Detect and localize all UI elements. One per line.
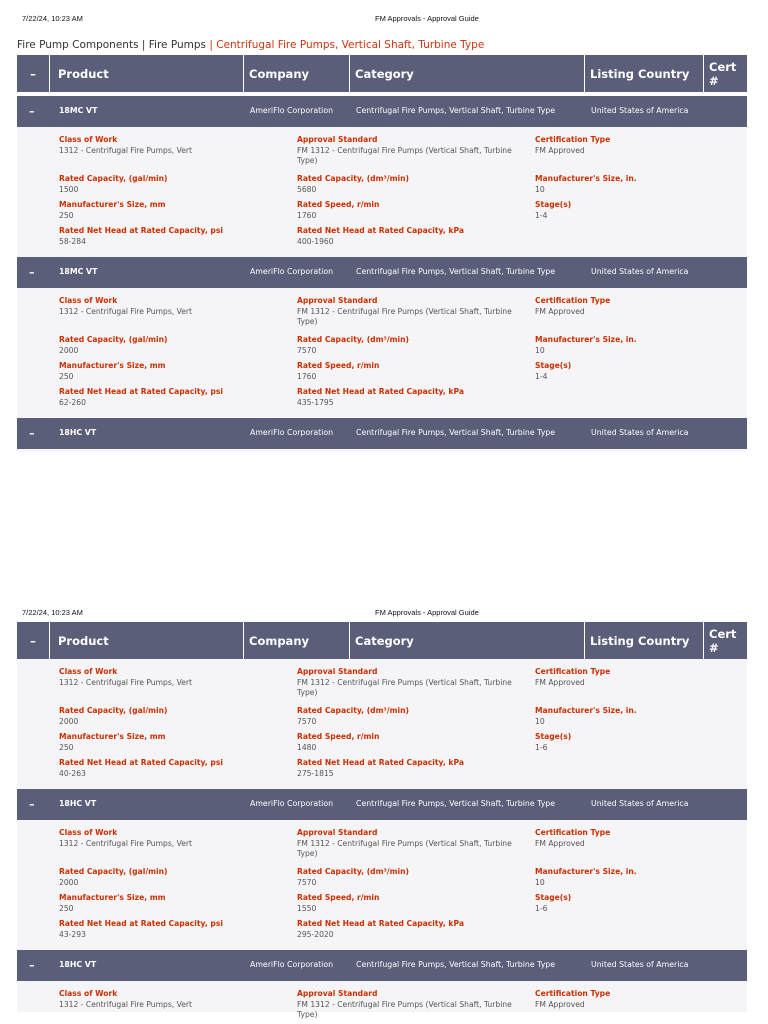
field-rated-capacity-dm3: Rated Capacity, (dm³/min) 7570 <box>297 706 410 726</box>
field-rated-capacity-gal: Rated Capacity, (gal/min) 2000 <box>59 867 168 887</box>
field-mfr-size-mm: Manufacturer's Size, mm 250 <box>59 361 166 381</box>
row-detail <box>17 127 747 257</box>
print-date: 7/22/24, 10:23 AM <box>22 14 83 23</box>
row-category: Centrifugal Fire Pumps, Vertical Shaft, Turbine Type <box>356 428 556 437</box>
print-date: 7/22/24, 10:23 AM <box>22 608 83 617</box>
results-table <box>17 55 747 452</box>
field-class-of-work: Class of Work 1312 - Centrifugal Fire Pumps, Vert <box>59 989 192 1009</box>
field-rated-speed: Rated Speed, r/min 1480 <box>297 732 380 752</box>
field-approval-standard: Approval Standard FM 1312 - Centrifugal Fire Pumps (Vertical Shaft, Turbine Type) <box>297 296 512 326</box>
field-approval-standard: Approval Standard FM 1312 - Centrifugal Fire Pumps (Vertical Shaft, Turbine Type) <box>297 667 512 697</box>
field-mfr-size-mm: Manufacturer's Size, mm 250 <box>59 893 166 913</box>
field-certification-type: Certification Type FM Approved <box>535 135 611 155</box>
field-head-psi: Rated Net Head at Rated Capacity, psi 58-284 <box>59 226 223 246</box>
row-collapse-toggle[interactable]: – <box>29 427 35 440</box>
field-mfr-size-in: Manufacturer's Size, in. 10 <box>535 174 637 194</box>
table-row[interactable] <box>17 950 747 981</box>
row-product: 18HC VT <box>59 799 97 808</box>
table-row[interactable] <box>17 789 747 820</box>
field-mfr-size-mm: Manufacturer's Size, mm 250 <box>59 732 166 752</box>
breadcrumb-current: Centrifugal Fire Pumps, Vertical Shaft, Turbine Type <box>216 39 485 51</box>
field-rated-speed: Rated Speed, r/min 1760 <box>297 200 380 220</box>
results-table <box>17 622 747 1019</box>
field-mfr-size-in: Manufacturer's Size, in. 10 <box>535 867 637 887</box>
column-company[interactable]: Company <box>244 55 350 92</box>
column-listing-country[interactable]: Listing Country <box>585 55 704 92</box>
column-product[interactable]: Product <box>50 622 244 659</box>
field-head-psi: Rated Net Head at Rated Capacity, psi 62-260 <box>59 387 223 407</box>
row-product: 18HC VT <box>59 960 97 969</box>
row-collapse-toggle[interactable]: – <box>29 266 35 279</box>
row-country: United States of America <box>591 106 689 115</box>
print-title: FM Approvals - Approval Guide <box>375 14 479 23</box>
column-cert[interactable]: Cert # <box>709 59 737 88</box>
breadcrumb: Fire Pump Components | Fire Pumps | Centrifugal Fire Pumps, Vertical Shaft, Turbine Type <box>17 39 485 51</box>
field-stages: Stage(s) 1-6 <box>535 893 572 913</box>
field-mfr-size-in: Manufacturer's Size, in. 10 <box>535 335 637 355</box>
field-approval-standard: Approval Standard FM 1312 - Centrifugal Fire Pumps (Vertical Shaft, Turbine Type) <box>297 135 512 165</box>
row-company: AmeriFlo Corporation <box>250 428 334 437</box>
collapse-all-toggle[interactable]: – <box>17 55 50 92</box>
field-head-kpa: Rated Net Head at Rated Capacity, kPa 400-1960 <box>297 226 464 246</box>
column-category[interactable]: Category <box>350 622 585 659</box>
breadcrumb-fire-pumps[interactable]: Fire Pumps <box>148 39 207 51</box>
column-product[interactable]: Product <box>50 55 244 92</box>
field-class-of-work: Class of Work 1312 - Centrifugal Fire Pumps, Vert <box>59 296 192 316</box>
field-class-of-work: Class of Work 1312 - Centrifugal Fire Pumps, Vert <box>59 667 192 687</box>
field-class-of-work: Class of Work 1312 - Centrifugal Fire Pumps, Vert <box>59 135 192 155</box>
row-collapse-toggle[interactable]: – <box>29 959 35 972</box>
field-certification-type: Certification Type FM Approved <box>535 989 611 1009</box>
field-head-psi: Rated Net Head at Rated Capacity, psi 43-293 <box>59 919 223 939</box>
row-category: Centrifugal Fire Pumps, Vertical Shaft, Turbine Type <box>356 267 556 276</box>
row-category: Centrifugal Fire Pumps, Vertical Shaft, Turbine Type <box>356 960 556 969</box>
row-category: Centrifugal Fire Pumps, Vertical Shaft, Turbine Type <box>356 106 556 115</box>
field-approval-standard: Approval Standard FM 1312 - Centrifugal Fire Pumps (Vertical Shaft, Turbine Type) <box>297 989 512 1019</box>
field-rated-capacity-dm3: Rated Capacity, (dm³/min) 5680 <box>297 174 410 194</box>
row-company: AmeriFlo Corporation <box>250 267 334 276</box>
print-title: FM Approvals - Approval Guide <box>375 608 479 617</box>
field-rated-capacity-gal: Rated Capacity, (gal/min) 2000 <box>59 706 168 726</box>
column-company[interactable]: Company <box>244 622 350 659</box>
column-cert[interactable]: Cert # <box>709 626 737 655</box>
column-listing-country[interactable]: Listing Country <box>585 622 704 659</box>
row-country: United States of America <box>591 428 689 437</box>
row-product: 18HC VT <box>59 428 97 437</box>
row-collapse-toggle[interactable]: – <box>29 798 35 811</box>
table-row[interactable] <box>17 257 747 288</box>
row-category: Centrifugal Fire Pumps, Vertical Shaft, Turbine Type <box>356 799 556 808</box>
table-header <box>17 622 747 659</box>
column-category[interactable]: Category <box>350 55 585 92</box>
row-company: AmeriFlo Corporation <box>250 799 334 808</box>
field-head-kpa: Rated Net Head at Rated Capacity, kPa 275-1815 <box>297 758 464 778</box>
table-row[interactable] <box>17 418 747 449</box>
field-mfr-size-mm: Manufacturer's Size, mm 250 <box>59 200 166 220</box>
row-product: 18MC VT <box>59 106 98 115</box>
row-company: AmeriFlo Corporation <box>250 960 334 969</box>
field-rated-speed: Rated Speed, r/min 1760 <box>297 361 380 381</box>
field-rated-capacity-gal: Rated Capacity, (gal/min) 1500 <box>59 174 168 194</box>
row-collapse-toggle[interactable]: – <box>29 105 35 118</box>
field-stages: Stage(s) 1-4 <box>535 361 572 381</box>
field-head-psi: Rated Net Head at Rated Capacity, psi 40-263 <box>59 758 223 778</box>
field-rated-capacity-gal: Rated Capacity, (gal/min) 2000 <box>59 335 168 355</box>
breadcrumb-fire-pump-components[interactable]: Fire Pump Components <box>17 39 139 51</box>
field-certification-type: Certification Type FM Approved <box>535 828 611 848</box>
collapse-all-toggle[interactable]: – <box>17 622 50 659</box>
field-mfr-size-in: Manufacturer's Size, in. 10 <box>535 706 637 726</box>
row-country: United States of America <box>591 960 689 969</box>
field-class-of-work: Class of Work 1312 - Centrifugal Fire Pumps, Vert <box>59 828 192 848</box>
field-head-kpa: Rated Net Head at Rated Capacity, kPa 295-2020 <box>297 919 464 939</box>
field-stages: Stage(s) 1-6 <box>535 732 572 752</box>
field-rated-capacity-dm3: Rated Capacity, (dm³/min) 7570 <box>297 867 410 887</box>
row-country: United States of America <box>591 267 689 276</box>
field-rated-capacity-dm3: Rated Capacity, (dm³/min) 7570 <box>297 335 410 355</box>
table-row[interactable] <box>17 96 747 127</box>
field-stages: Stage(s) 1-4 <box>535 200 572 220</box>
row-company: AmeriFlo Corporation <box>250 106 334 115</box>
field-head-kpa: Rated Net Head at Rated Capacity, kPa 435-1795 <box>297 387 464 407</box>
row-detail <box>17 659 747 789</box>
field-approval-standard: Approval Standard FM 1312 - Centrifugal Fire Pumps (Vertical Shaft, Turbine Type) <box>297 828 512 858</box>
row-product: 18MC VT <box>59 267 98 276</box>
field-certification-type: Certification Type FM Approved <box>535 296 611 316</box>
field-certification-type: Certification Type FM Approved <box>535 667 611 687</box>
row-detail <box>17 820 747 950</box>
row-detail <box>17 981 747 1019</box>
table-header <box>17 55 747 92</box>
row-country: United States of America <box>591 799 689 808</box>
field-rated-speed: Rated Speed, r/min 1550 <box>297 893 380 913</box>
row-detail <box>17 288 747 418</box>
